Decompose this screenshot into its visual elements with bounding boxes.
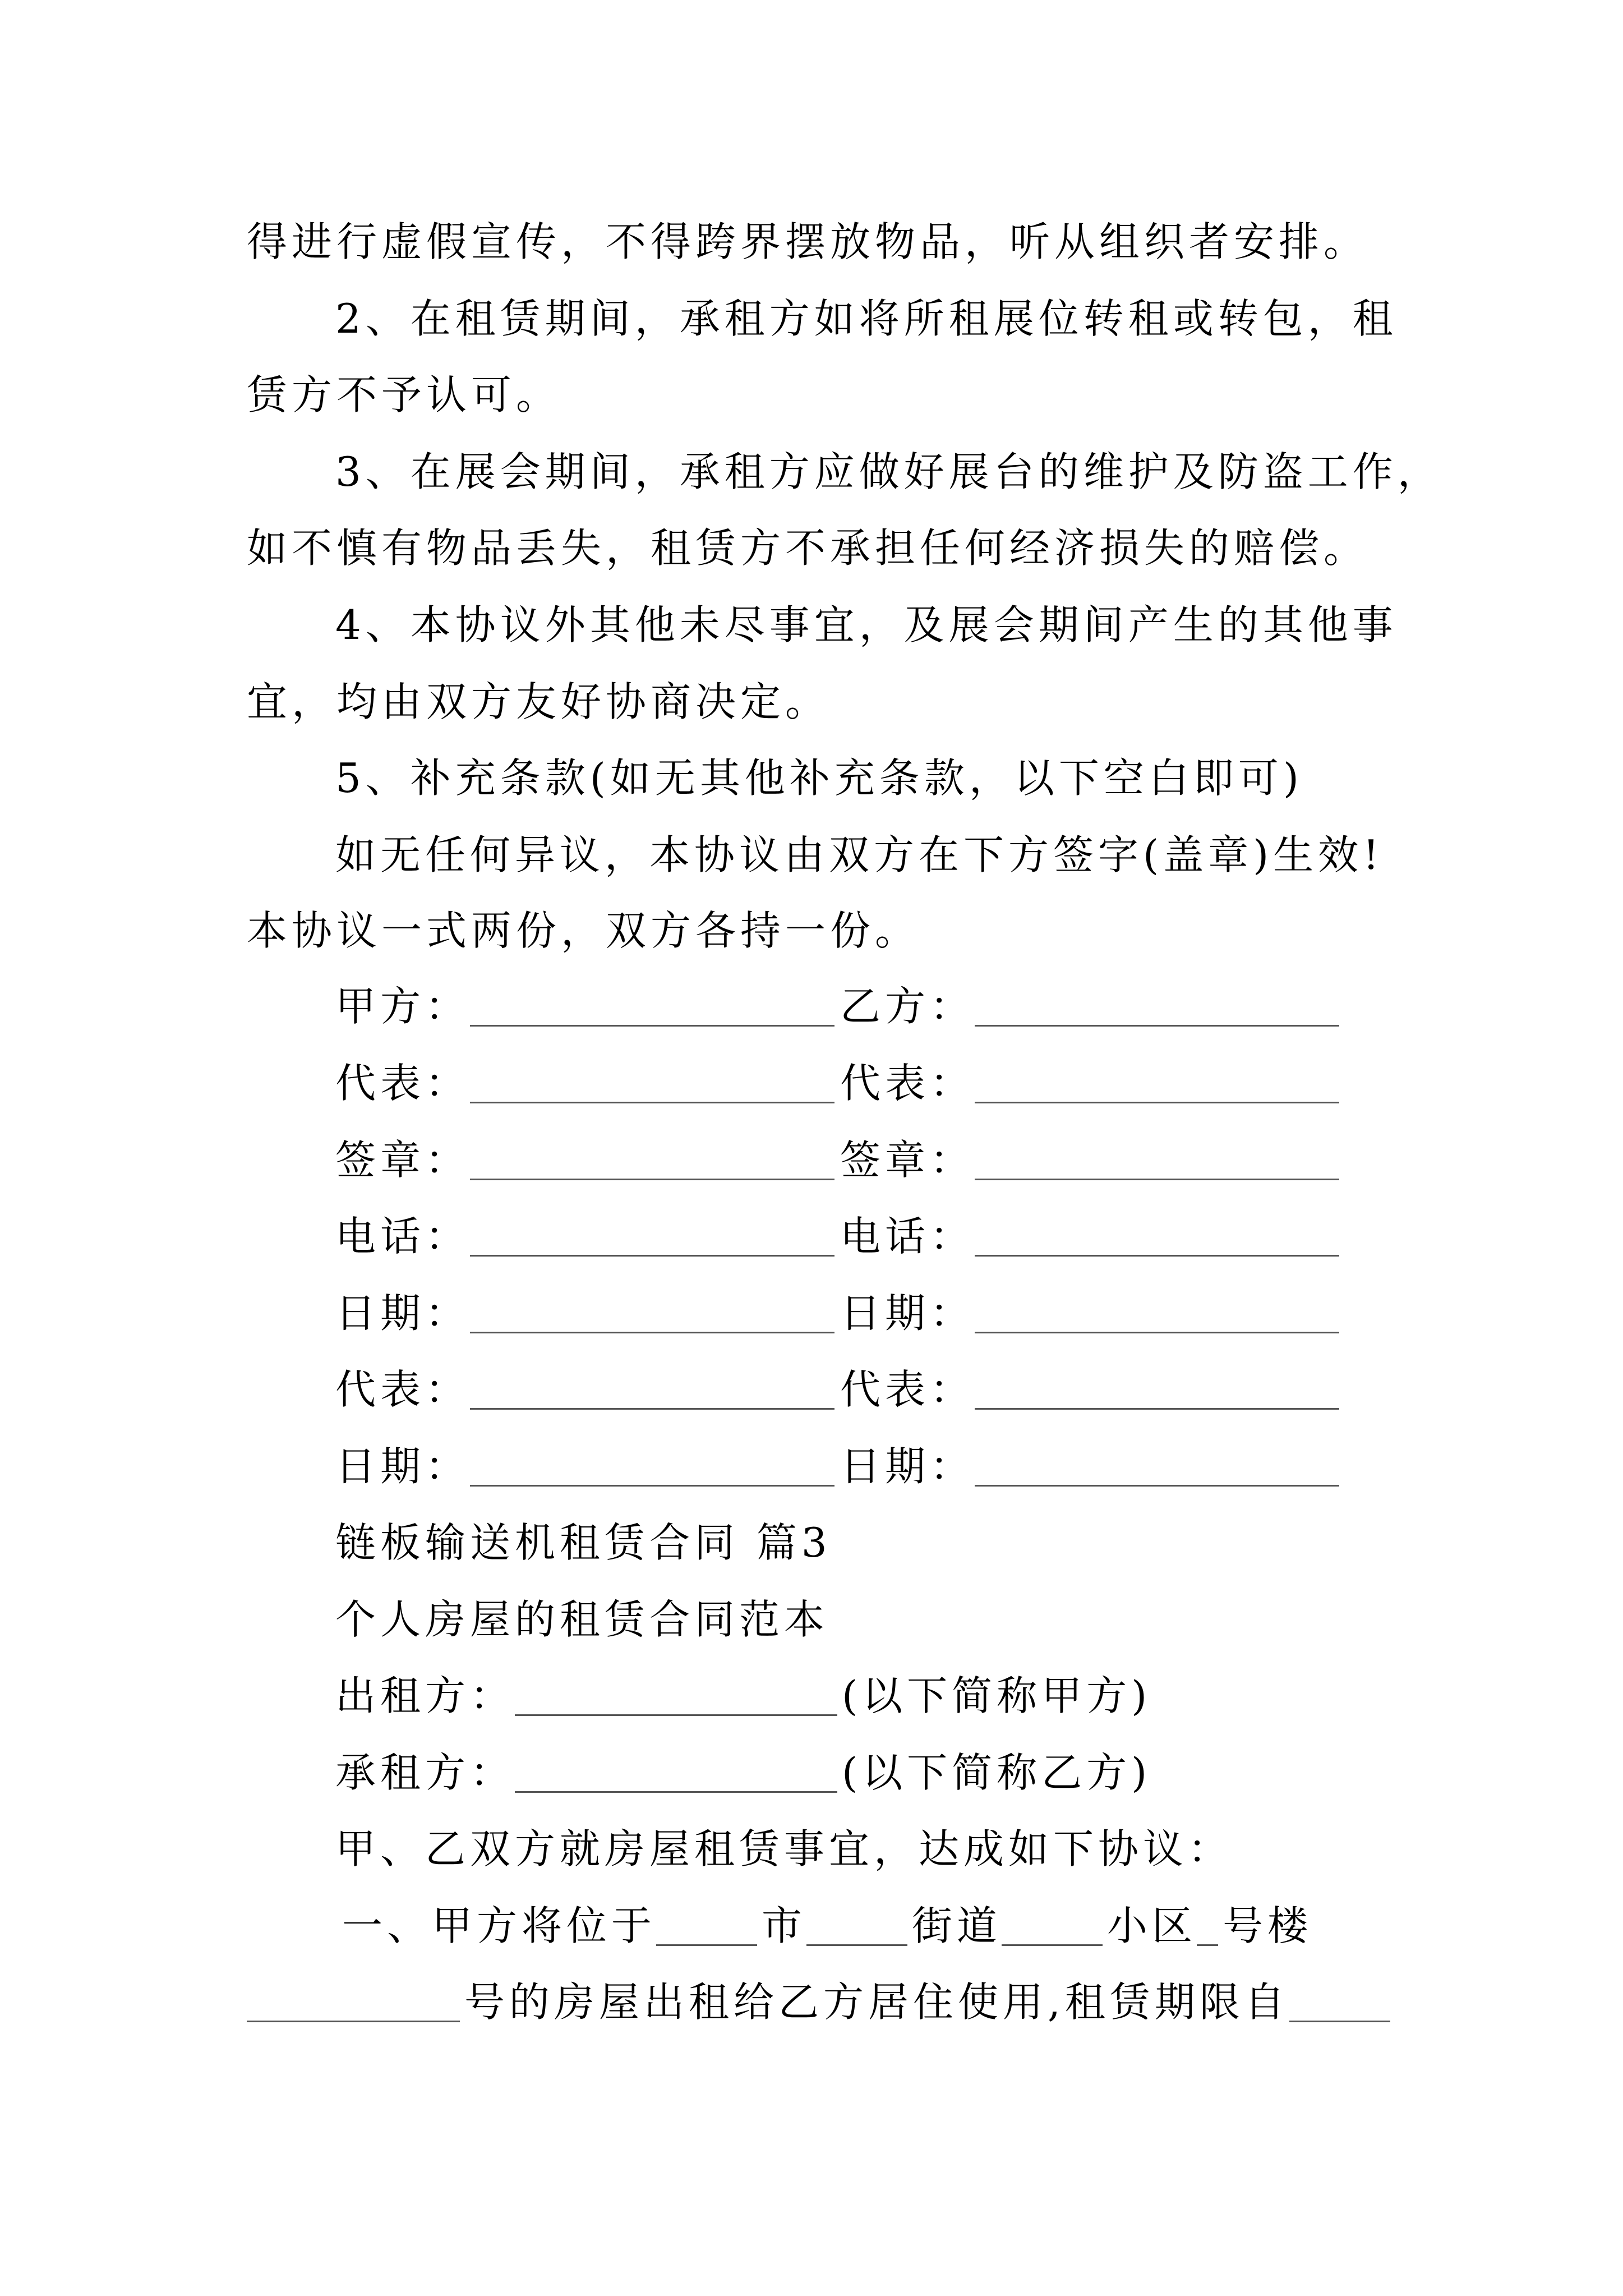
section-subtitle: 个人房屋的租赁合同范本 (335, 1596, 829, 1643)
signature-row (335, 1366, 975, 1413)
party-b-label: 乙方： (840, 983, 975, 1030)
signature-blank[interactable] (470, 1145, 834, 1180)
lessor-row (335, 1672, 1152, 1719)
copies-statement: 本协议一式两份，双方各持一份。 (247, 907, 920, 954)
signature-row (335, 1443, 975, 1490)
lessee-label: 承租方： (335, 1749, 515, 1796)
lessee-blank[interactable] (515, 1757, 837, 1793)
phone-label: 电话： (840, 1213, 975, 1260)
signature-blank[interactable] (975, 1374, 1339, 1410)
paragraph-line: 宜，均由双方友好协商决定。 (247, 678, 831, 725)
date-label: 日期： (840, 1443, 975, 1490)
signature-blank[interactable] (975, 1145, 1339, 1180)
representative-label: 代表： (840, 1060, 975, 1107)
street-label: 街道 (912, 1902, 1002, 1949)
signature-blank[interactable] (470, 1221, 834, 1257)
paragraph-line: 如不慎有物品丢失，租赁方不承担任何经济损失的赔偿。 (247, 524, 1369, 572)
signature-blank[interactable] (975, 1068, 1339, 1103)
lessor-blank[interactable] (515, 1681, 837, 1716)
district-blank[interactable] (1002, 1911, 1103, 1946)
lease-start-blank[interactable] (1289, 1987, 1390, 2022)
signature-row (335, 983, 975, 1030)
lessee-row (335, 1749, 1152, 1796)
clause-4: 4、本协议外其他未尽事宜，及展会期间产生的其他事 (335, 601, 1398, 648)
signature-row (335, 1060, 975, 1107)
date-label: 日期： (335, 1443, 471, 1490)
signature-blank[interactable] (975, 991, 1339, 1027)
room-number-blank[interactable] (247, 1987, 460, 2022)
representative-label: 代表： (840, 1366, 975, 1413)
signature-blank[interactable] (975, 1221, 1339, 1257)
lessor-note: (以下简称甲方) (842, 1672, 1152, 1719)
signature-blank[interactable] (470, 1451, 834, 1487)
agreement-intro: 甲、乙双方就房屋租赁事宜，达成如下协议： (335, 1825, 1233, 1872)
date-label: 日期： (335, 1290, 471, 1337)
signature-blank[interactable] (470, 1068, 834, 1103)
lessee-note: (以下简称乙方) (842, 1749, 1152, 1796)
seal-label: 签章： (335, 1137, 471, 1184)
section-heading: 链板输送机租赁合同 篇3 (335, 1519, 832, 1566)
building-blank[interactable] (1197, 1911, 1218, 1946)
city-blank[interactable] (656, 1911, 757, 1946)
signature-blank[interactable] (470, 991, 834, 1027)
effect-statement: 如无任何异议，本协议由双方在下方签字(盖章)生效! (335, 831, 1384, 878)
city-label: 市 (762, 1902, 807, 1949)
building-label: 号楼 (1223, 1902, 1313, 1949)
signature-blank[interactable] (975, 1298, 1339, 1333)
clause-1-line-1 (342, 1902, 1313, 1949)
signature-blank[interactable] (470, 1298, 834, 1333)
seal-label: 签章： (840, 1137, 975, 1184)
representative-label: 代表： (335, 1060, 471, 1107)
clause-5: 5、补充条款(如无其他补充条款，以下空白即可) (335, 754, 1303, 802)
clause-3: 3、在展会期间，承租方应做好展台的维护及防盗工作， (335, 448, 1442, 495)
paragraph-line: 得进行虚假宣传，不得跨界摆放物品，听从组织者安排。 (247, 218, 1369, 265)
lessor-label: 出租方： (335, 1672, 515, 1719)
district-label: 小区 (1107, 1902, 1197, 1949)
party-a-label: 甲方： (335, 983, 471, 1030)
date-label: 日期： (840, 1290, 975, 1337)
signature-row (335, 1290, 975, 1337)
street-blank[interactable] (806, 1911, 907, 1946)
phone-label: 电话： (335, 1213, 471, 1260)
representative-label: 代表： (335, 1366, 471, 1413)
signature-row (335, 1213, 975, 1260)
clause-1-text-2: 号的房屋出租给乙方居住使用,租赁期限自 (464, 1978, 1289, 2026)
signature-blank[interactable] (975, 1451, 1339, 1487)
clause-1-line-2 (247, 1978, 1395, 2026)
signature-blank[interactable] (470, 1374, 834, 1410)
paragraph-line: 赁方不予认可。 (247, 371, 561, 418)
signature-row (335, 1137, 975, 1184)
clause-2: 2、在租赁期间，承租方如将所租展位转租或转包，租 (335, 295, 1398, 342)
clause-1-text: 一、甲方将位于 (342, 1902, 657, 1949)
